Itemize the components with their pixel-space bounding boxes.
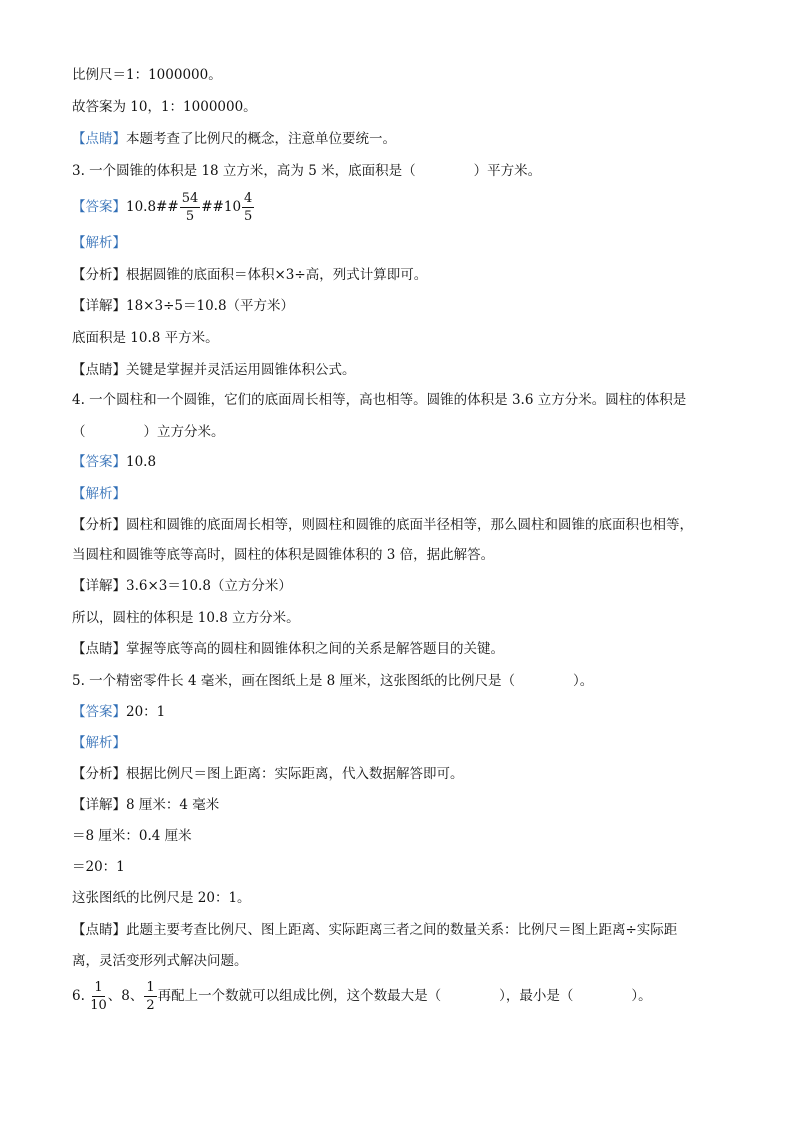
question-6: [72, 976, 734, 1016]
detail-line: [72, 858, 734, 876]
answer-line: [72, 703, 734, 721]
key-point-line: [72, 921, 734, 939]
detail-text: 3.6×3＝10.8（立方分米）: [126, 578, 292, 594]
key-point-text: 本题考查了比例尺的概念，注意单位要统一。: [126, 131, 396, 147]
question-number: 6.: [72, 988, 85, 1004]
result-text: 底面积是 10.8 平方米。: [72, 330, 219, 346]
fraction-denominator: 5: [244, 209, 253, 224]
key-point-text: 掌握等底等高的圆柱和圆锥体积之间的关系是解答题目的关键。: [126, 641, 504, 657]
answer-text: 10.8##: [126, 199, 179, 215]
question-text: ）。: [631, 988, 652, 1004]
analysis-line: [72, 266, 734, 284]
question-text: （: [72, 424, 86, 440]
answer-line: [72, 187, 734, 227]
key-point-line: [72, 361, 734, 379]
key-point-tag: 【点睛】: [72, 641, 126, 657]
answer-text: 20：1: [126, 704, 166, 720]
question-4: [72, 391, 734, 409]
question-4-cont: [72, 423, 734, 441]
question-text: 3. 一个圆锥的体积是 18 立方米，高为 5 米，底面积是（: [72, 163, 416, 179]
question-3: [72, 162, 734, 180]
question-text: 再配上一个数就可以组成比例，这个数最大是（: [157, 988, 442, 1004]
analysis-sub-tag: 【分析】: [72, 267, 126, 283]
analysis-heading: [72, 485, 734, 503]
result-text: 这张图纸的比例尺是 20：1。: [72, 890, 251, 906]
analysis-text: 圆柱和圆锥的底面周长相等，则圆柱和圆锥的底面半径相等，那么圆柱和圆锥的底面积也相等，: [126, 517, 693, 533]
key-point-tag: 【点睛】: [72, 922, 126, 938]
text-line: [72, 889, 734, 907]
fraction-numerator: 54: [181, 191, 199, 206]
analysis-line: [72, 765, 734, 783]
scale-result: 比例尺＝1：1000000。: [72, 67, 222, 83]
analysis-heading: [72, 234, 734, 252]
analysis-tag: 【解析】: [72, 486, 126, 502]
fraction: [90, 981, 107, 1012]
key-point-text: 关键是掌握并灵活运用圆锥体积公式。: [126, 362, 356, 378]
analysis-sub-tag: 【分析】: [72, 517, 126, 533]
detail-text: 8 厘米：4 毫米: [126, 797, 220, 813]
fraction-denominator: 10: [90, 998, 107, 1013]
fraction-denominator: 2: [146, 998, 155, 1013]
key-point-line: [72, 640, 734, 658]
analysis-heading: [72, 734, 734, 752]
key-point-text: 离，灵活变形列式解决问题。: [72, 953, 248, 969]
key-point-text: 此题主要考查比例尺、图上距离、实际距离三者之间的数量关系：比例尺＝图上距离÷实际距: [126, 922, 678, 938]
question-5: [72, 672, 734, 690]
answer-line: [72, 453, 734, 471]
answer-tag: 【答案】: [72, 199, 126, 215]
analysis-text: 根据圆锥的底面积＝体积×3÷高，列式计算即可。: [126, 267, 428, 283]
analysis-line: [72, 546, 734, 564]
answer-tag: 【答案】: [72, 454, 126, 470]
fraction-denominator: 5: [185, 209, 195, 224]
answer-summary: 故答案为 10，1：1000000。: [72, 99, 257, 115]
detail-tag: 【详解】: [72, 298, 126, 314]
analysis-line: [72, 516, 734, 534]
key-point-line: [72, 130, 734, 148]
detail-tag: 【详解】: [72, 578, 126, 594]
key-point-line: [72, 952, 734, 970]
fraction: [242, 192, 254, 223]
fraction-numerator: 1: [94, 980, 103, 995]
question-text: ）。: [573, 673, 594, 689]
text-line: [72, 329, 734, 347]
result-text: 所以，圆柱的体积是 10.8 立方分米。: [72, 610, 300, 626]
detail-text: 18×3÷5＝10.8（平方米）: [126, 298, 295, 314]
detail-line: [72, 577, 734, 595]
detail-text: ＝8 厘米：0.4 厘米: [72, 828, 192, 844]
answer-text: 10.8: [126, 454, 157, 470]
key-point-tag: 【点睛】: [72, 131, 126, 147]
detail-tag: 【详解】: [72, 797, 126, 813]
analysis-text: 根据比例尺＝图上距离：实际距离，代入数据解答即可。: [126, 766, 464, 782]
question-text: ），最小是（: [499, 988, 574, 1004]
question-text: 5. 一个精密零件长 4 毫米，画在图纸上是 8 厘米，这张图纸的比例尺是（: [72, 673, 516, 689]
detail-line: [72, 297, 734, 315]
analysis-tag: 【解析】: [72, 235, 126, 251]
fraction: [144, 981, 156, 1012]
question-text: 4. 一个圆柱和一个圆锥，它们的底面周长相等，高也相等。圆锥的体积是 3.6 立方分米。圆柱的体积是: [72, 392, 687, 408]
text-line: [72, 66, 734, 84]
analysis-sub-tag: 【分析】: [72, 766, 126, 782]
detail-line: [72, 796, 734, 814]
text-line: [72, 98, 734, 116]
question-text: ）平方米。: [473, 163, 542, 179]
answer-tag: 【答案】: [72, 704, 126, 720]
analysis-text: 当圆柱和圆锥等底等高时，圆柱的体积是圆锥体积的 3 倍，据此解答。: [72, 547, 495, 563]
detail-text: ＝20：1: [72, 859, 125, 875]
answer-text: ##10: [201, 199, 242, 215]
question-text: ）立方分米。: [143, 424, 225, 440]
fraction: [180, 192, 201, 223]
detail-line: [72, 827, 734, 845]
question-text: 、8、: [107, 988, 144, 1004]
key-point-tag: 【点睛】: [72, 362, 126, 378]
fraction-numerator: 4: [244, 191, 253, 206]
text-line: [72, 609, 734, 627]
analysis-tag: 【解析】: [72, 735, 126, 751]
fraction-numerator: 1: [146, 980, 155, 995]
